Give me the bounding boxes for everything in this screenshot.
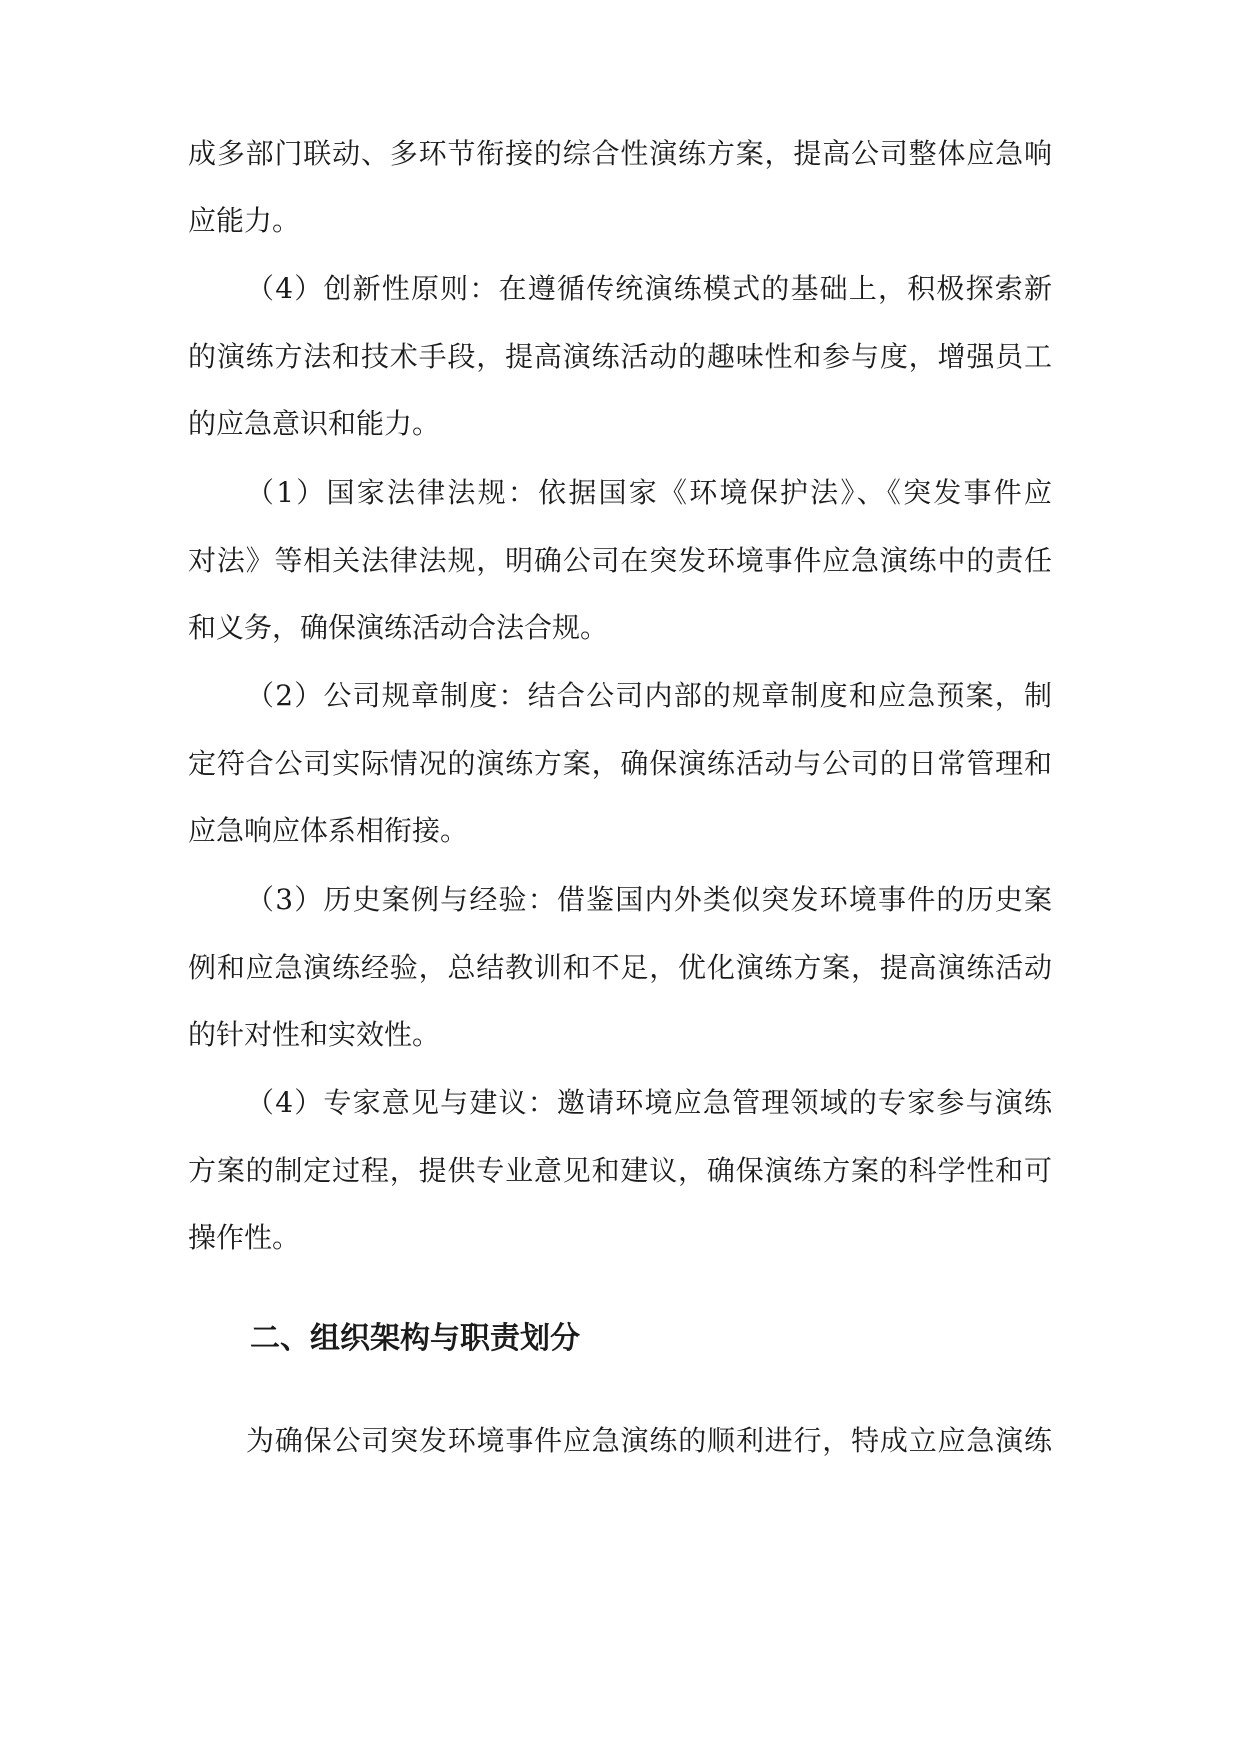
text-line: 成多部门联动、多环节衔接的综合性演练方案，提高公司整体应急响: [188, 137, 1052, 170]
paragraph-first-line: （4）专家意见与建议：邀请环境应急管理领域的专家参与演练: [246, 1086, 1052, 1119]
paragraph-first-line: （4）创新性原则：在遵循传统演练模式的基础上，积极探索新: [246, 272, 1052, 305]
section-heading: 二、组织架构与职责划分: [250, 1321, 580, 1356]
text-line: 的针对性和实效性。: [188, 1018, 441, 1051]
text-line: 的应急意识和能力。: [188, 407, 441, 440]
text-line: 应急响应体系相衔接。: [188, 814, 469, 847]
paragraph-first-line: （2）公司规章制度：结合公司内部的规章制度和应急预案，制: [246, 679, 1052, 712]
text-line: 方案的制定过程，提供专业意见和建议，确保演练方案的科学性和可: [188, 1154, 1052, 1187]
text-line: 定符合公司实际情况的演练方案，确保演练活动与公司的日常管理和: [188, 747, 1052, 780]
text-line: 应能力。: [188, 204, 301, 237]
paragraph-first-line: （1）国家法律法规：依据国家《环境保护法》、《突发事件应: [246, 476, 1052, 509]
text-line: 操作性。: [188, 1221, 301, 1254]
text-line: 对法》等相关法律法规，明确公司在突发环境事件应急演练中的责任: [188, 544, 1052, 577]
paragraph-first-line: 为确保公司突发环境事件应急演练的顺利进行，特成立应急演练: [246, 1424, 1052, 1457]
text-line: 和义务，确保演练活动合法合规。: [188, 611, 609, 644]
text-line: 例和应急演练经验，总结教训和不足，优化演练方案，提高演练活动: [188, 951, 1052, 984]
text-line: 的演练方法和技术手段，提高演练活动的趣味性和参与度，增强员工: [188, 340, 1052, 373]
paragraph-first-line: （3）历史案例与经验：借鉴国内外类似突发环境事件的历史案: [246, 883, 1052, 916]
